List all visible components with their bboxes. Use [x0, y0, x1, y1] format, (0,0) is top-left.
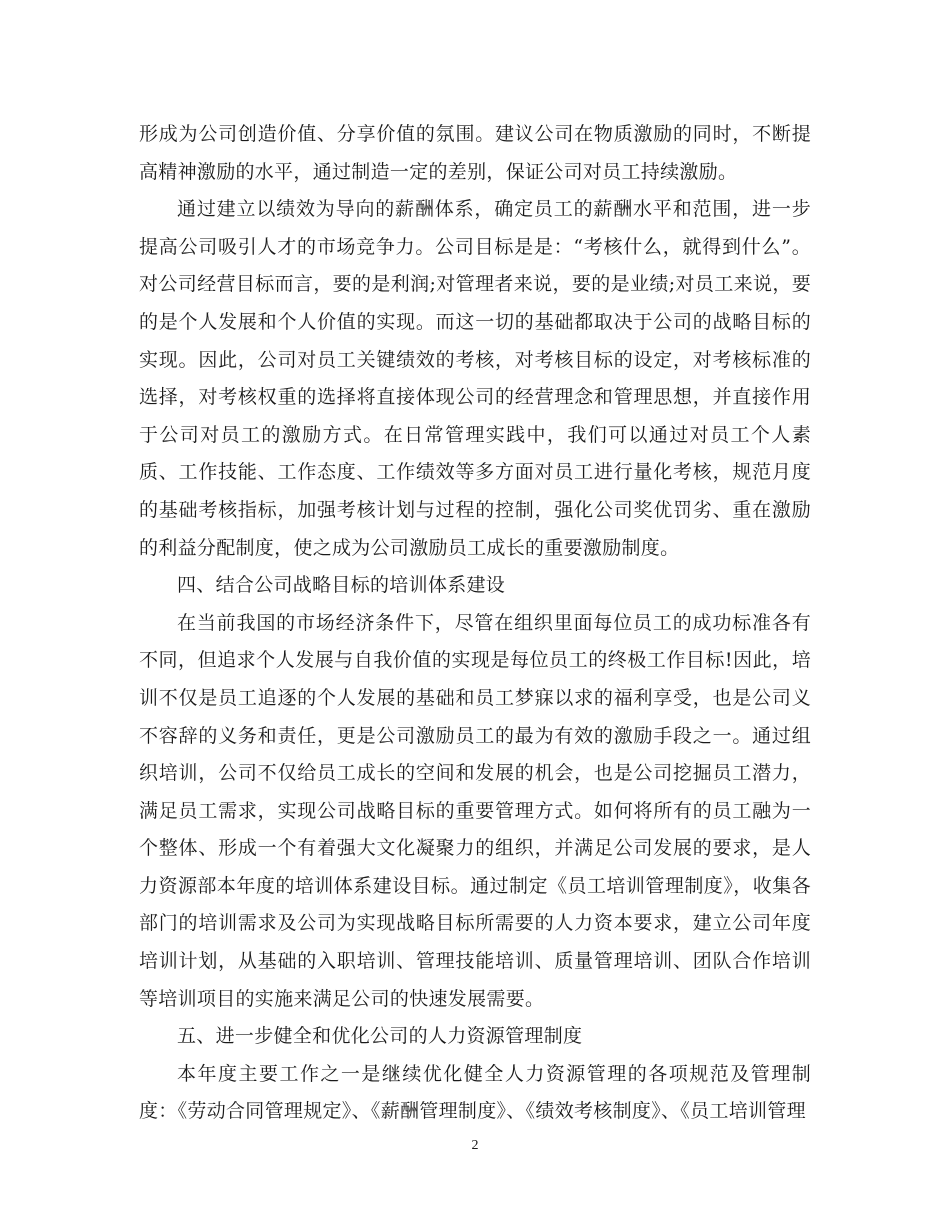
section-heading-4: 四、结合公司战略目标的培训体系建设	[177, 574, 506, 597]
paragraph-compensation-system: 通过建立以绩效为导向的薪酬体系，确定员工的薪酬水平和范围，进一步提高公司吸引人才的市场竞争力。公司目标是是：“考核什么，就得到什么”。对公司经营目标而言，要的是利润;对管理者来说，要的是业绩;对员工来说，要的是个人发展和个人价值的实现。而这一切的基础都取决于公司的战略目标的实现。因此，公司对员工关键绩效的考核，对考核目标的设定，对考核标准的选择，对考核权重的选择将直接体现公司的经营理念和管理思想，并直接作用于公司对员工的激励方式。在日常管理实践中，我们可以通过对员工个人素质、工作技能、工作态度、工作绩效等多方面对员工进行量化考核，规范月度的基础考核指标，加强考核计划与过程的控制，强化公司奖优罚劣、重在激励的利益分配制度，使之成为公司激励员工成长的重要激励制度。	[139, 198, 811, 559]
page-number: 2	[471, 1138, 479, 1153]
section-heading-5: 五、进一步健全和优化公司的人力资源管理制度	[177, 1025, 583, 1048]
paragraph-management-rules: 本年度主要工作之一是继续优化健全人力资源管理的各项规范及管理制度：《劳动合同管理规定》、《薪酬管理制度》、《绩效考核制度》、《员工培训管理	[139, 1062, 811, 1123]
body-text	[139, 116, 811, 1131]
paragraph-continued: 形成为公司创造价值、分享价值的氛围。建议公司在物质激励的同时，不断提高精神激励的水平，通过制造一定的差别，保证公司对员工持续激励。	[139, 123, 811, 183]
paragraph-training-system: 在当前我国的市场经济条件下，尽管在组织里面每位员工的成功标准各有不同，但追求个人发展与自我价值的实现是每位员工的终极工作目标!因此，培训不仅是员工追逐的个人发展的基础和员工梦寐以求的福利享受，也是公司义不容辞的义务和责任，更是公司激励员工的最为有效的激励手段之一。通过组织培训，公司不仅给员工成长的空间和发展的机会，也是公司挖掘员工潜力，满足员工需求，实现公司战略目标的重要管理方式。如何将所有的员工融为一个整体、形成一个有着强大文化凝聚力的组织，并满足公司发展的要求，是人力资源部本年度的培训体系建设目标。通过制定《员工培训管理制度》，收集各部门的培训需求及公司为实现战略目标所需要的人力资本要求，建立公司年度培训计划，从基础的入职培训、管理技能培训、质量管理培训、团队合作培训等培训项目的实施来满足公司的快速发展需要。	[139, 611, 811, 1010]
